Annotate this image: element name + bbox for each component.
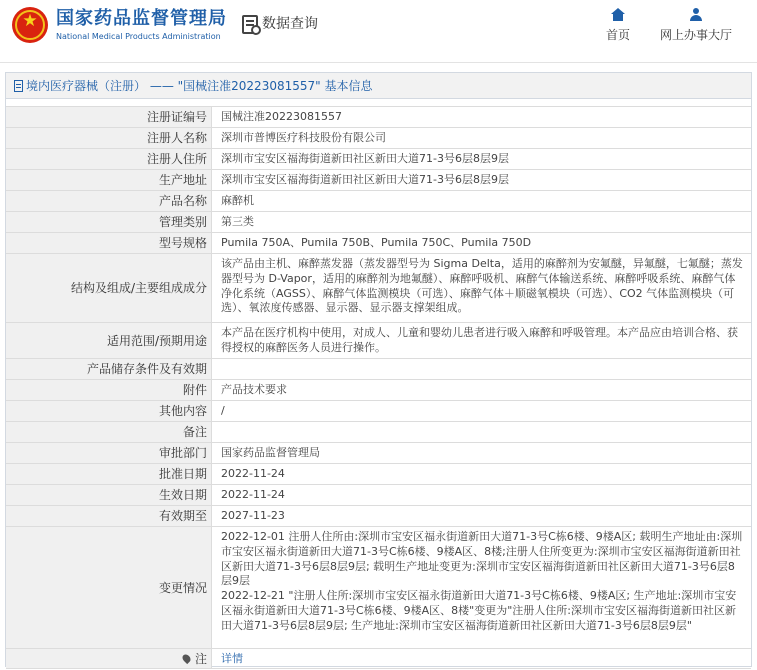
field-value: 2022-11-24 [221,488,285,501]
panel-title: 境内医疗器械（注册） —— "国械注准20223081557" 基本信息 [26,79,373,93]
nav-home-label: 首页 [605,28,630,42]
field-label [6,649,212,668]
field-label: 变更情况 [6,527,212,648]
field-label: 生产地址 [6,170,212,190]
national-emblem-icon: ★ [12,7,48,43]
field-label: 结构及组成/主要组成成分 [6,254,212,322]
field-label: 批准日期 [6,464,212,484]
row-attachment [6,379,751,400]
header-divider [0,62,757,63]
user-icon [688,8,704,22]
panel-title-bar [6,73,751,99]
field-label: 生效日期 [6,485,212,505]
field-value: 深圳市宝安区福海街道新田社区新田大道71-3号6层8层9层 [221,173,509,186]
row-remarks [6,421,751,442]
home-icon [610,8,626,22]
row-approval-department [6,442,751,463]
row-intended-use [6,322,751,358]
row-registrant-name [6,127,751,148]
document-icon [14,80,23,92]
row-note [6,648,751,669]
details-link[interactable]: 详情 [221,652,243,665]
field-value: 2022-12-01 注册人住所由:深圳市宝安区福永街道新田大道71-3号C栋6楼、9楼A区; 载明生产地址由:深圳市宝安区福永街道新田大道71-3号C栋6楼、9楼A区、8楼;注册人住所变更为:深圳市宝安区福海街道新田社区新田大道71-3号6层8层9层; 载明生产地址变更为:深圳市宝安区福海街道新田社区新田大道71-3号6层8层9层 2022-12-21 "注册人住所:深圳市宝安区福永街道新田大道71-3号C栋6楼、9楼A区; 生产地址:深圳市宝安区福永街道新田大道71-3号C栋6楼、9楼A区、8楼"变更为"注册人住所:深圳市宝安区福海街道新田社区新田大道71-3号6层8层9层; 生产地址:深圳市宝安区福海街道新田社区新田大道71-3号6层8层9层" [221,530,743,632]
field-value: 深圳市普博医疗科技股份有限公司 [221,131,386,144]
field-label: 其他内容 [6,401,212,421]
field-value: 国械注准20223081557 [221,110,342,123]
row-registrant-address [6,148,751,169]
data-query-icon [242,15,258,34]
field-value: 第三类 [221,215,254,228]
row-change-history [6,526,751,648]
field-value [213,422,751,442]
field-value: 国家药品监督管理局 [221,446,320,459]
field-value: 本产品在医疗机构中使用，对成人、儿童和婴幼儿患者进行吸入麻醉和呼吸管理。本产品应由培训合格、获得授权的麻醉医务人员进行操作。 [221,326,738,354]
field-value: 产品技术要求 [221,383,287,396]
row-storage-validity [6,358,751,379]
field-value: Pumila 750A、Pumila 750B、Pumila 750C、Pumila 750D [221,236,532,249]
field-value: 该产品由主机、麻醉蒸发器（蒸发器型号为 Sigma Delta，适用的麻醉剂为安氟醚，异氟醚，七氟醚；蒸发器型号为 D-Vapor，适用的麻醉剂为地氟醚）、麻醉呼吸机、麻醉气体输送系统、麻醉呼吸系统、麻醉气体净化系统（AGSS）、麻醉气体监测模块（可选）、麻醉气体＋顺磁氧模块（可选）、CO2 气体监测模块（可选）、氧浓度传感器、显示器、显示器支撑架组成。 [221,257,743,315]
brand-name-cn[interactable]: 国家药品监督管理局 [56,8,227,29]
row-effective-date [6,484,751,505]
field-label: 注册人住所 [6,149,212,169]
field-label: 产品储存条件及有效期 [6,359,212,379]
field-label: 审批部门 [6,443,212,463]
site-header [0,0,757,62]
detail-panel [5,72,752,667]
field-value: 2022-11-24 [221,467,285,480]
field-value [213,649,751,670]
field-value: / [221,404,225,417]
row-registration-no [6,106,751,127]
field-label: 附件 [6,380,212,400]
field-label: 有效期至 [6,506,212,526]
field-label: 注册人名称 [6,128,212,148]
nav-online-office-label: 网上办事大厅 [659,28,732,42]
field-label: 型号规格 [6,233,212,253]
detail-table [6,106,751,669]
field-label: 注册证编号 [6,107,212,127]
location-pin-icon [181,653,192,664]
row-model-spec [6,232,751,253]
field-label: 产品名称 [6,191,212,211]
field-label: 备注 [6,422,212,442]
nav-online-office[interactable] [654,8,738,42]
field-label: 管理类别 [6,212,212,232]
row-valid-until [6,505,751,526]
row-other-content [6,400,751,421]
field-value [213,359,751,379]
brand-name-en: National Medical Products Administration [56,32,221,41]
note-label: 注 [194,651,207,666]
field-value: 麻醉机 [221,194,254,207]
nav-home[interactable] [600,8,636,42]
row-structure-composition [6,253,751,322]
field-value: 2027-11-23 [221,509,285,522]
row-approval-date [6,463,751,484]
row-production-address [6,169,751,190]
field-label: 适用范围/预期用途 [6,323,212,358]
field-value: 深圳市宝安区福海街道新田社区新田大道71-3号6层8层9层 [221,152,509,165]
row-product-name [6,190,751,211]
row-management-category [6,211,751,232]
data-query-label: 数据查询 [262,16,318,32]
